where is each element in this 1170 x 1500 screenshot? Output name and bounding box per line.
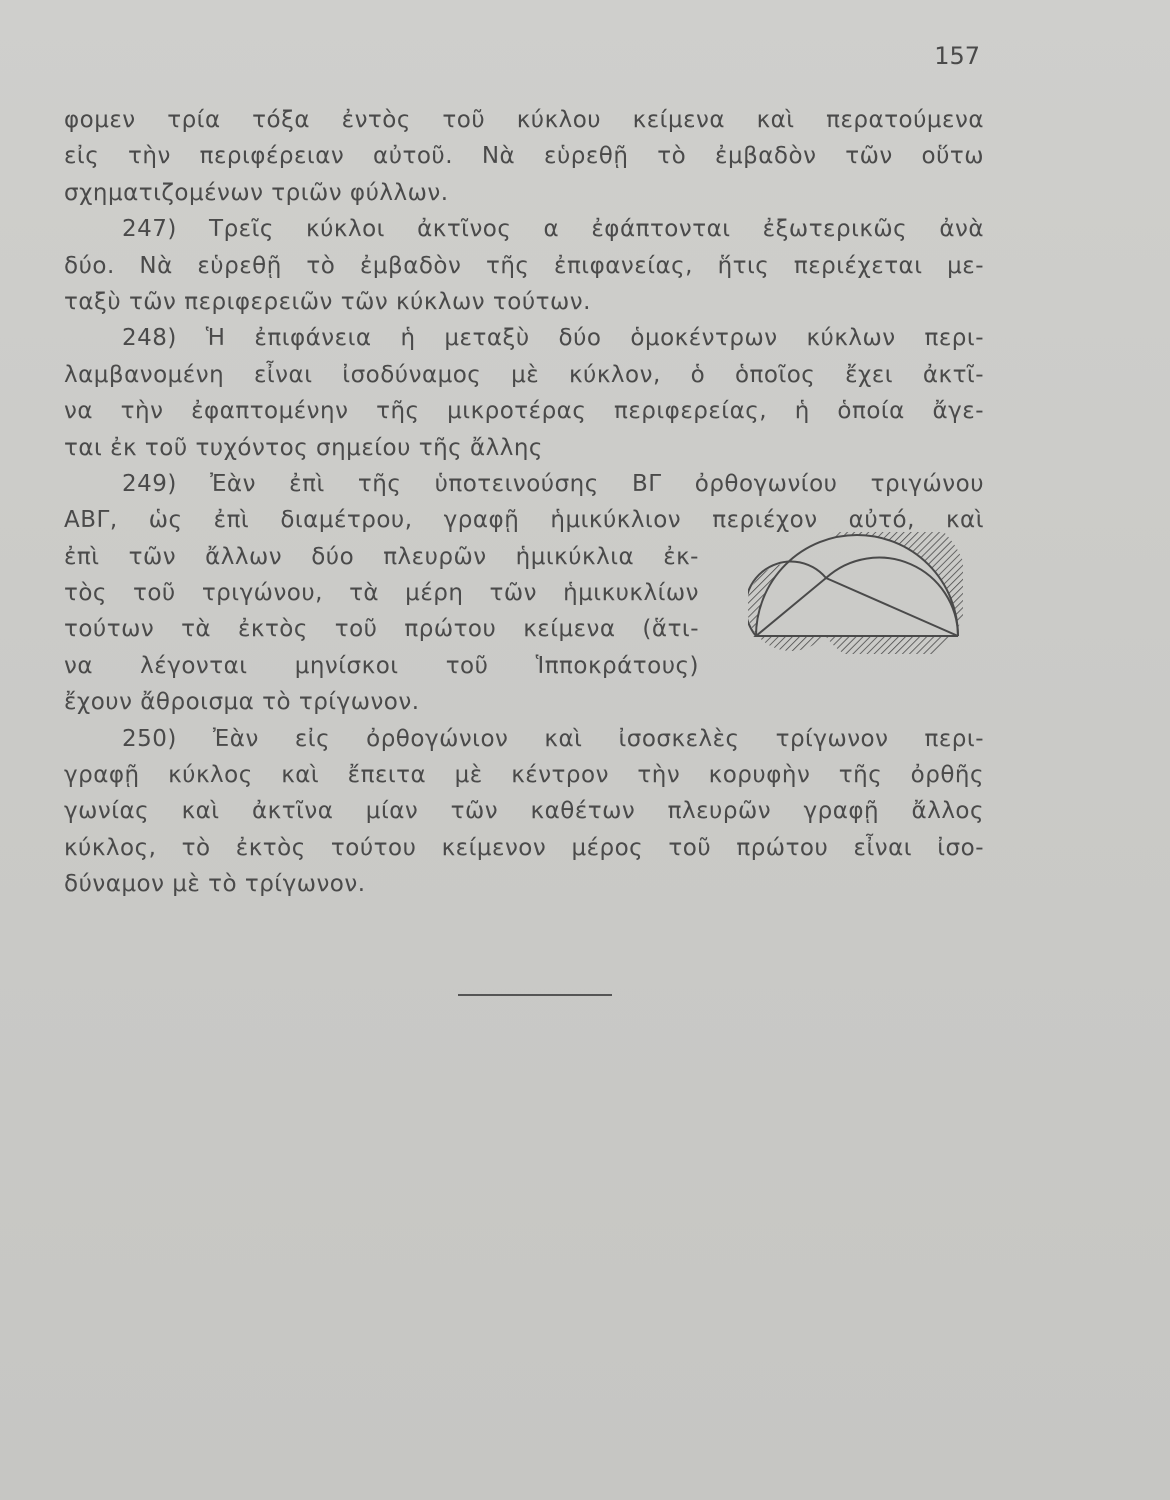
text-line: γραφῇ κύκλος καὶ ἔπειτα μὲ κέντρον τὴν κορυφὴν τῆς ὀρθῆς [64, 762, 984, 789]
text-line: ἐπὶ τῶν ἄλλων δύο πλευρῶν ἡμικύκλια ἐκ- [64, 543, 699, 570]
text-line: να τὴν ἐφαπτομένην τῆς μικροτέρας περιφερείας, ἡ ὁποία ἄγε- [64, 398, 984, 425]
text-line: τούτων τὰ ἐκτὸς τοῦ πρώτου κείμενα (ἅτι- [64, 616, 699, 643]
text-line: φομεν τρία τόξα ἐντὸς τοῦ κύκλου κείμενα καὶ περατούμενα [64, 107, 984, 133]
exercise-249-start: 249) Ἐὰν ἐπὶ τῆς ὑποτεινούσης ΒΓ ὀρθογωνίου τριγώνου [122, 470, 984, 497]
lunes-of-hippocrates-figure [748, 532, 963, 654]
exercise-250-start: 250) Ἐὰν εἰς ὀρθογώνιον καὶ ἰσοσκελὲς τρίγωνον περι- [122, 725, 984, 752]
exercise-247-start: 247) Τρεῖς κύκλοι ἀκτῖνος α ἐφάπτονται ἐξωτερικῶς ἀνὰ [122, 216, 984, 243]
right-triangle [756, 578, 958, 636]
text-line: τὸς τοῦ τριγώνου, τὰ μέρη τῶν ἡμικυκλίων [64, 580, 699, 607]
text-line: να λέγονται μηνίσκοι τοῦ Ἱπποκράτους) [64, 652, 699, 679]
text-line: ἔχουν ἄθροισμα τὸ τρίγωνον. [64, 689, 420, 716]
text-line: λαμβανομένη εἶναι ἰσοδύναμος μὲ κύκλον, ὁ ὁποῖος ἔχει ἀκτῖ- [64, 361, 984, 388]
text-line: κύκλος, τὸ ἐκτὸς τούτου κείμενον μέρος τοῦ πρώτου εἶναι ἰσο- [64, 834, 984, 861]
text-line: ΑΒΓ, ὡς ἐπὶ διαμέτρου, γραφῇ ἡμικύκλιον περιέχον αὐτό, καὶ [64, 507, 984, 534]
text-line: δύο. Νὰ εὑρεθῇ τὸ ἐμβαδὸν τῆς ἐπιφανείας, ἥτις περιέχεται με- [64, 252, 984, 279]
end-rule [458, 994, 612, 996]
exercise-248-start: 248) Ἡ ἐπιφάνεια ἡ μεταξὺ δύο ὁμοκέντρων κύκλων περι- [122, 325, 984, 352]
text-line: γωνίας καὶ ἀκτῖνα μίαν τῶν καθέτων πλευρῶν γραφῇ ἄλλος [64, 798, 984, 825]
text-body [64, 102, 984, 903]
text-line: ταξὺ τῶν περιφερειῶν τῶν κύκλων τούτων. [64, 288, 591, 315]
text-line: σχηματιζομένων τριῶν φύλλων. [64, 179, 449, 206]
text-line: εἰς τὴν περιφέρειαν αὐτοῦ. Νὰ εὑρεθῇ τὸ ἐμβαδὸν τῶν οὕτω [64, 143, 984, 170]
text-line: δύναμον μὲ τὸ τρίγωνον. [64, 871, 366, 898]
page-number: 157 [934, 42, 980, 70]
text-line: ται ἐκ τοῦ τυχόντος σημείου τῆς ἄλλης [64, 434, 543, 461]
